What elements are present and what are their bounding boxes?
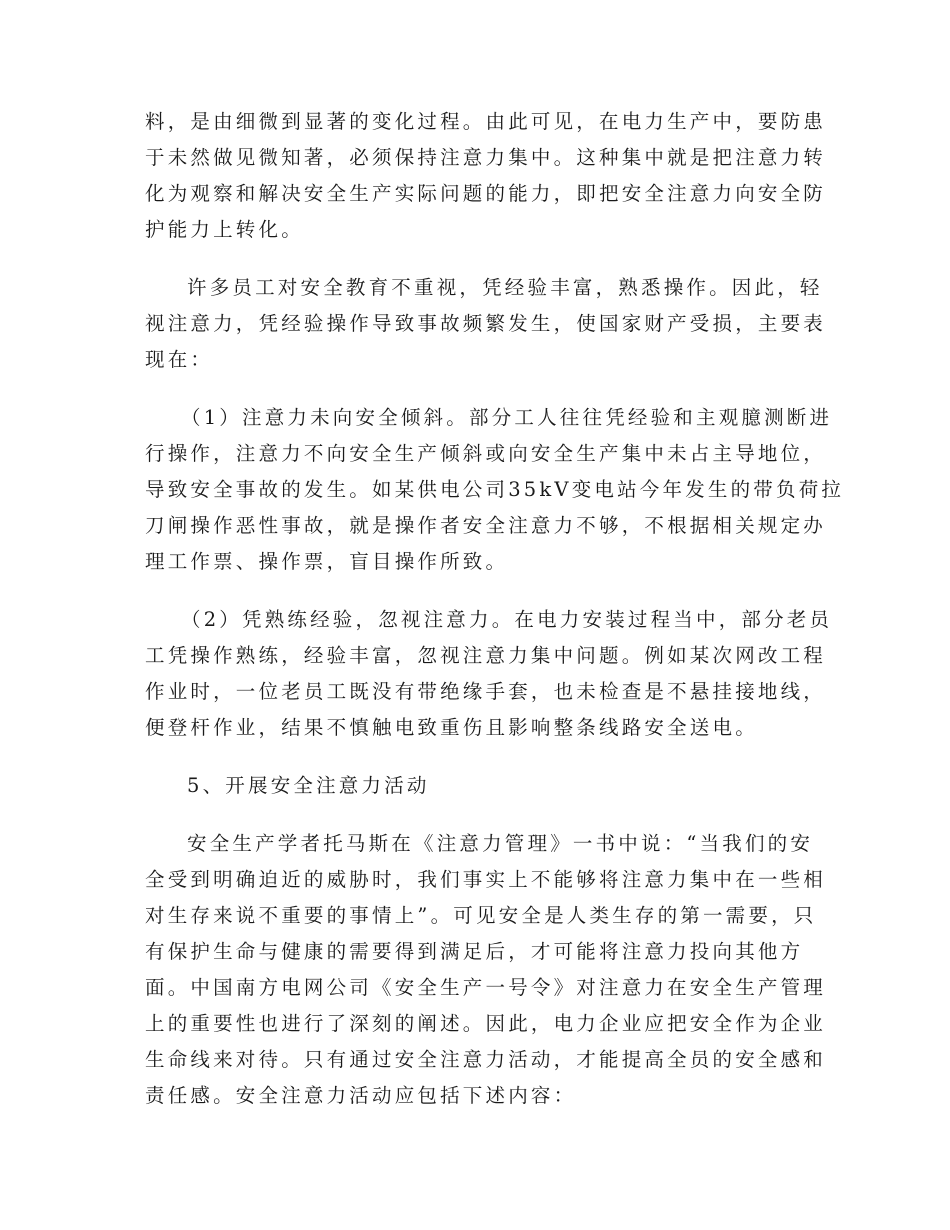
section-heading-5 xyxy=(145,768,805,804)
text-line: （2）凭熟练经验，忽视注意力。在电力安装过程当中，部分老员 xyxy=(181,608,833,631)
text-line: 现在： xyxy=(145,348,214,371)
text-line: 理工作票、操作票，盲目操作所致。 xyxy=(145,550,509,573)
section-heading-text: 5、开展安全注意力活动 xyxy=(187,774,430,797)
text-line: 生命线来对待。只有通过安全注意力活动，才能提高全员的安全感和 xyxy=(145,1048,827,1071)
text-line: 安全生产学者托马斯在《注意力管理》一书中说：“当我们的安 xyxy=(187,832,814,855)
paragraph-experience-neglect xyxy=(145,270,827,378)
text-line: 于未然做见微知著，必须保持注意力集中。这种集中就是把注意力转 xyxy=(145,146,827,169)
paragraph-attention-management xyxy=(145,826,827,1114)
text-line: （1）注意力未向安全倾斜。部分工人往往凭经验和主观臆测断进 xyxy=(181,406,833,429)
text-line: 上的重要性也进行了深刻的阐述。因此，电力企业应把安全作为企业 xyxy=(145,1012,827,1035)
text-line: 便登杆作业，结果不慎触电致重伤且影响整条线路安全送电。 xyxy=(145,716,758,739)
text-line: 护能力上转化。 xyxy=(145,218,304,241)
text-line: 视注意力，凭经验操作导致事故频繁发生，使国家财产受损，主要表 xyxy=(145,312,827,335)
text-line: 行操作，注意力不向安全生产倾斜或向安全生产集中未占主导地位， xyxy=(145,442,827,465)
paragraph-item-1 xyxy=(145,400,845,580)
text-line: 导致安全事故的发生。如某供电公司35kV变电站今年发生的带负荷拉 xyxy=(145,478,845,501)
text-line: 化为观察和解决安全生产实际问题的能力，即把安全注意力向安全防 xyxy=(145,182,827,205)
text-line: 有保护生命与健康的需要得到满足后，才可能将注意力投向其他方 xyxy=(145,940,804,963)
text-line: 对生存来说不重要的事情上”。可见安全是人类生存的第一需要，只 xyxy=(145,904,817,927)
text-line: 许多员工对安全教育不重视，凭经验丰富，熟悉操作。因此，轻 xyxy=(187,276,823,299)
text-line: 全受到明确迫近的威胁时，我们事实上不能够将注意力集中在一些相 xyxy=(145,868,827,891)
text-line: 作业时，一位老员工既没有带绝缘手套，也未检查是不悬挂接地线， xyxy=(145,680,827,703)
text-line: 面。中国南方电网公司《安全生产一号令》对注意力在安全生产管理 xyxy=(145,976,827,999)
paragraph-item-2 xyxy=(145,602,833,746)
text-line: 工凭操作熟练，经验丰富，忽视注意力集中问题。例如某次网改工程 xyxy=(145,644,827,667)
text-line: 责任感。安全注意力活动应包括下述内容： xyxy=(145,1084,577,1107)
document-body xyxy=(145,104,845,1114)
text-line: 刀闸操作恶性事故，就是操作者安全注意力不够，不根据相关规定办 xyxy=(145,514,827,537)
text-line: 料，是由细微到显著的变化过程。由此可见，在电力生产中，要防患 xyxy=(145,110,827,133)
paragraph-attention-intro-continued xyxy=(145,104,827,248)
